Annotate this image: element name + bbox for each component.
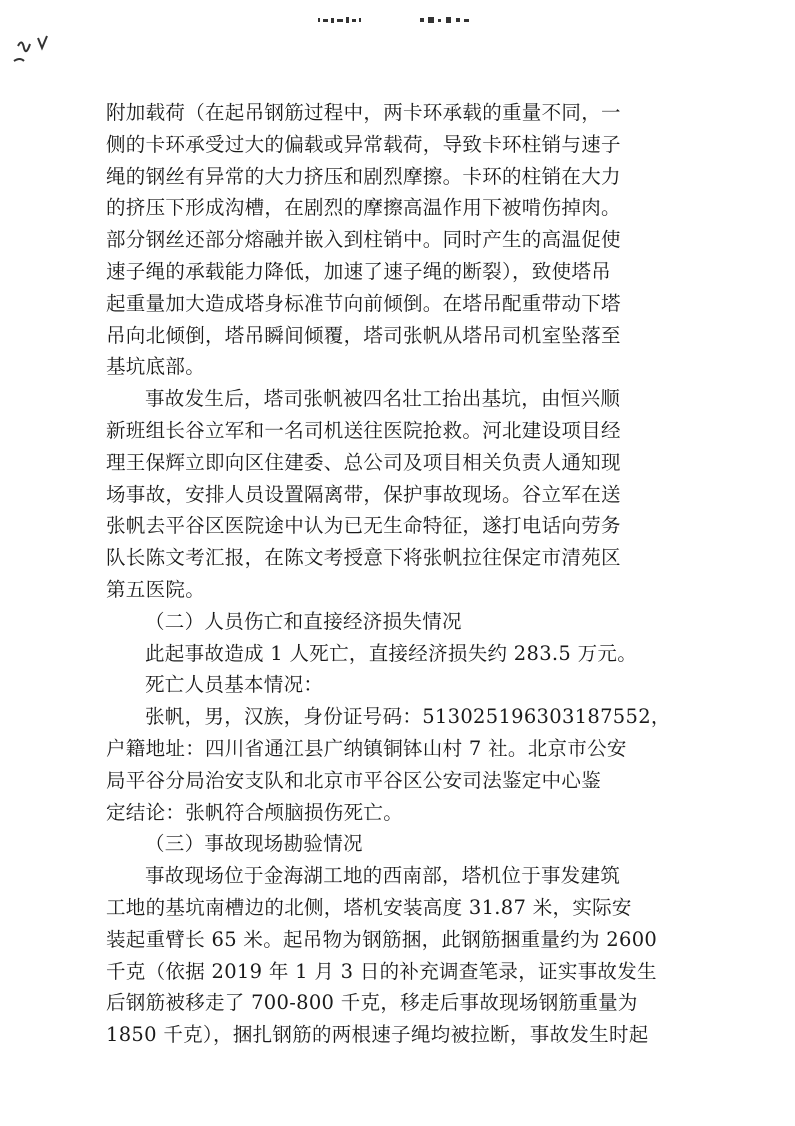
text-line: 事故现场位于金海湖工地的西南部，塔机位于事发建筑 <box>145 864 621 888</box>
text-line: 事故发生后，塔司张帆被四名壮工抬出基坑，由恒兴顺 <box>145 387 621 411</box>
text-line: 速子绳的承载能力降低，加速了速子绳的断裂），致使塔吊 <box>106 259 612 283</box>
text-line: 千克（依据 2019 年 1 月 3 日的补充调查笔录，证实事故发生 <box>106 959 657 983</box>
text-line: 附加载荷（在起吊钢筋过程中，两卡环承载的重量不同，一 <box>106 101 621 124</box>
paragraph-aftermath <box>106 383 686 606</box>
text-line: 部分钢丝还部分熔融并嵌入到柱销中。同时产生的高温促使 <box>106 228 621 252</box>
section-heading-casualties: （二）人员伤亡和直接经济损失情况 <box>145 609 462 633</box>
text-line: 后钢筋被移走了 700-800 千克，移走后事故现场钢筋重量为 <box>106 991 638 1015</box>
text-line: 的挤压下形成沟槽，在剧烈的摩擦高温作用下被啃伤掉肉。 <box>106 196 621 220</box>
text-line: 装起重臂长 65 米。起吊物为钢筋捆，此钢筋捆重量约为 2600 <box>106 927 658 951</box>
text-line: 工地的基坑南槽边的北侧，塔机安装高度 31.87 米，实际安 <box>106 895 632 919</box>
paragraph-cause <box>106 97 686 383</box>
text-line: 理王保辉立即向区住建委、总公司及项目相关负责人通知现 <box>106 450 621 474</box>
text-line: 定结论：张帆符合颅脑损伤死亡。 <box>106 800 404 824</box>
text-line: 绳的钢丝有异常的大力挤压和剧烈摩擦。卡环的柱销在大力 <box>106 164 621 188</box>
paragraph-site-survey <box>106 860 686 1051</box>
scan-artifacts <box>0 6 795 66</box>
text-line: 吊向北倾倒，塔吊瞬间倾覆，塔司张帆从塔吊司机室坠落至 <box>106 323 621 347</box>
text-line: 户籍地址：四川省通江县广纳镇铜钵山村 7 社。北京市公安 <box>106 736 627 760</box>
scan-noise-graphic <box>0 6 795 66</box>
text-line: 侧的卡环承受过大的偏载或异常载荷，导致卡环柱销与速子 <box>106 132 621 156</box>
paragraph-loss: 此起事故造成 1 人死亡，直接经济损失约 283.5 万元。 <box>145 641 638 665</box>
text-line: 第五医院。 <box>106 577 206 601</box>
text-line: 新班组长谷立军和一名司机送往医院抢救。河北建设项目经 <box>106 418 621 442</box>
text-line: 张帆，男，汉族，身份证号码：513025196303187552， <box>145 705 671 729</box>
text-line: 场事故，安排人员设置隔离带，保护事故现场。谷立军在送 <box>106 482 621 506</box>
paragraph-deceased-label: 死亡人员基本情况： <box>145 673 324 697</box>
text-line: 基坑底部。 <box>106 355 206 379</box>
paragraph-deceased-info <box>106 701 686 828</box>
text-line: 张帆去平谷区医院途中认为已无生命特征，遂打电话向劳务 <box>106 514 621 538</box>
body-text <box>106 97 686 1051</box>
section-heading-site-survey: （三）事故现场勘验情况 <box>145 832 363 856</box>
text-line: 1850 千克），捆扎钢筋的两根速子绳均被拉断，事故发生时起 <box>106 1023 649 1047</box>
text-line: 队长陈文考汇报，在陈文考授意下将张帆拉往保定市清苑区 <box>106 546 621 570</box>
text-line: 局平谷分局治安支队和北京市平谷区公安司法鉴定中心鉴 <box>106 768 602 792</box>
text-line: 起重量加大造成塔身标准节向前倾倒。在塔吊配重带动下塔 <box>106 291 621 315</box>
